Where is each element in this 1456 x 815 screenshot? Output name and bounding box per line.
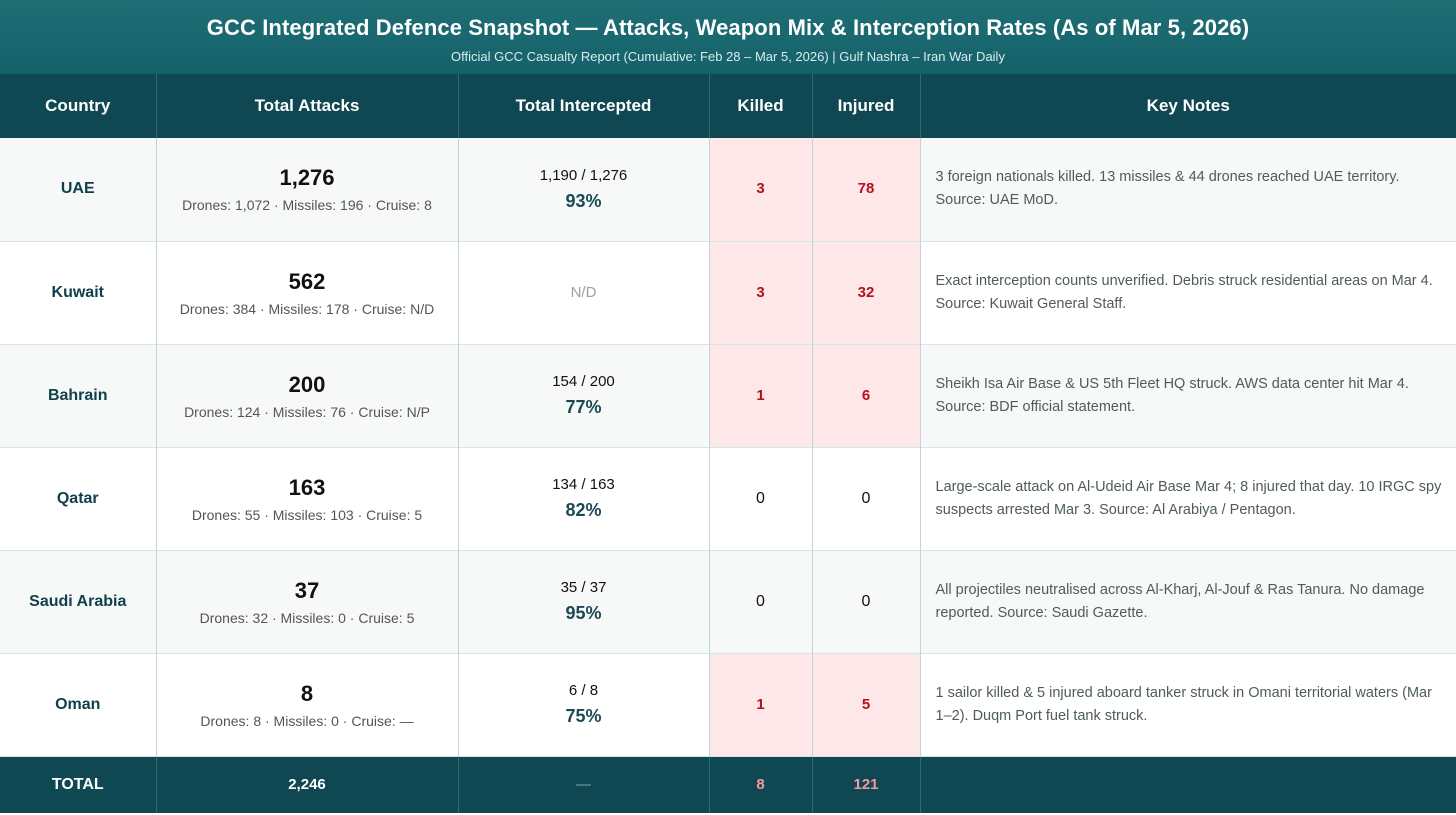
- intercepted-cell: [458, 653, 709, 756]
- column-header-key-notes: Key Notes: [920, 74, 1456, 138]
- killed-value: 0: [756, 489, 765, 507]
- key-notes-cell: Exact interception counts unverified. Debris struck residential areas on Mar 4. Source: Kuwait General Staff.: [920, 241, 1456, 344]
- page-title: GCC Integrated Defence Snapshot — Attacks, Weapon Mix & Interception Rates (As of Mar 5, 2026): [206, 15, 1250, 40]
- total-killed: 8: [709, 756, 812, 813]
- injured-value: 0: [861, 592, 871, 610]
- killed-value: 3: [756, 283, 765, 301]
- page-subtitle: Official GCC Casualty Report (Cumulative: Feb 28 – Mar 5, 2026) | Gulf Nashra – Iran War Daily: [451, 49, 1005, 64]
- total-label: TOTAL: [51, 775, 104, 793]
- country-cell: Oman: [55, 695, 101, 713]
- interception-rate: 77%: [565, 397, 602, 417]
- key-notes-cell: Large-scale attack on Al-Udeid Air Base Mar 4; 8 injured that day. 10 IRGC spy suspects arrested Mar 3. Source: Al Arabiya / Pentagon.: [920, 447, 1456, 550]
- attacks-total: 200: [288, 371, 326, 397]
- attacks-cell: [156, 344, 458, 447]
- killed-cell: [709, 241, 812, 344]
- intercepted-ratio: 134 / 163: [552, 476, 615, 493]
- attacks-total: 1,276: [279, 165, 335, 191]
- intercepted-ratio: 1,190 / 1,276: [539, 166, 628, 184]
- attacks-total: 37: [294, 577, 320, 603]
- intercepted-cell: [458, 138, 709, 241]
- attacks-total: 163: [288, 474, 326, 500]
- injured-cell: [812, 241, 920, 344]
- interception-rate: 82%: [565, 500, 602, 520]
- killed-value: 1: [756, 695, 765, 713]
- column-header-country: Country: [45, 96, 111, 115]
- weapon-mix: Drones: 124 · Missiles: 76 · Cruise: N/P: [184, 403, 430, 420]
- table-row: [0, 550, 1456, 653]
- intercepted-cell: [458, 550, 709, 653]
- country-cell: Qatar: [56, 489, 99, 507]
- weapon-mix: Drones: 55 · Missiles: 103 · Cruise: 5: [191, 506, 423, 523]
- country-cell: Kuwait: [51, 283, 104, 301]
- table-row: [0, 653, 1456, 756]
- column-header-injured: Injured: [812, 74, 920, 138]
- attacks-cell: [156, 241, 458, 344]
- report-header: [0, 0, 1456, 74]
- column-header-total-intercepted: Total Intercepted: [458, 74, 709, 138]
- total-row: [0, 756, 1456, 813]
- injured-value: 78: [857, 180, 875, 198]
- intercepted-ratio: 35 / 37: [560, 579, 607, 596]
- total-notes: [920, 756, 1456, 813]
- country-cell: UAE: [60, 180, 95, 198]
- killed-cell: [709, 344, 812, 447]
- killed-value: 3: [756, 180, 765, 198]
- intercepted-ratio: 154 / 200: [552, 373, 615, 390]
- weapon-mix: Drones: 8 · Missiles: 0 · Cruise: —: [200, 712, 414, 729]
- injured-cell: [812, 447, 920, 550]
- intercepted-cell: [458, 344, 709, 447]
- total-intercepted: —: [458, 756, 709, 813]
- injured-value: 32: [857, 283, 875, 301]
- total-injured: 121: [812, 756, 920, 813]
- defence-table: [0, 74, 1456, 813]
- injured-cell: [812, 550, 920, 653]
- attacks-cell: [156, 447, 458, 550]
- attacks-total: 8: [300, 680, 314, 706]
- injured-value: 0: [861, 489, 871, 507]
- killed-cell: [709, 447, 812, 550]
- table-header-row: [0, 74, 1456, 138]
- killed-cell: [709, 550, 812, 653]
- weapon-mix: Drones: 32 · Missiles: 0 · Cruise: 5: [199, 609, 415, 626]
- killed-cell: [709, 138, 812, 241]
- weapon-mix: Drones: 1,072 · Missiles: 196 · Cruise: 8: [182, 197, 432, 214]
- key-notes-cell: 3 foreign nationals killed. 13 missiles & 44 drones reached UAE territory. Source: UAE MoD.: [920, 138, 1456, 241]
- column-header-killed: Killed: [709, 74, 812, 138]
- interception-rate: 75%: [565, 706, 602, 726]
- intercepted-cell: [458, 447, 709, 550]
- injured-cell: [812, 344, 920, 447]
- column-header-total-attacks: Total Attacks: [156, 74, 458, 138]
- intercepted-cell: [458, 241, 709, 344]
- killed-value: 1: [756, 386, 765, 404]
- country-cell: Bahrain: [47, 386, 108, 404]
- attacks-cell: [156, 550, 458, 653]
- injured-value: 6: [861, 386, 871, 404]
- attacks-total: 562: [288, 268, 326, 294]
- table-row: [0, 241, 1456, 344]
- weapon-mix: Drones: 384 · Missiles: 178 · Cruise: N/D: [179, 300, 435, 317]
- table-row: [0, 344, 1456, 447]
- interception-rate: 93%: [565, 190, 602, 211]
- injured-value: 5: [861, 695, 871, 713]
- attacks-cell: [156, 653, 458, 756]
- key-notes-cell: 1 sailor killed & 5 injured aboard tanker struck in Omani territorial waters (Mar 1–2). Duqm Port fuel tank struck.: [920, 653, 1456, 756]
- country-cell: Saudi Arabia: [29, 592, 127, 610]
- injured-cell: [812, 138, 920, 241]
- intercepted-not-disclosed: N/D: [570, 283, 597, 301]
- killed-value: 0: [756, 592, 765, 610]
- injured-cell: [812, 653, 920, 756]
- key-notes-cell: Sheikh Isa Air Base & US 5th Fleet HQ struck. AWS data center hit Mar 4. Source: BDF official statement.: [920, 344, 1456, 447]
- attacks-cell: [156, 138, 458, 241]
- table-row: [0, 138, 1456, 241]
- intercepted-ratio: 6 / 8: [568, 682, 599, 699]
- table-row: [0, 447, 1456, 550]
- key-notes-cell: All projectiles neutralised across Al-Kharj, Al-Jouf & Ras Tanura. No damage reported. Source: Saudi Gazette.: [920, 550, 1456, 653]
- interception-rate: 95%: [565, 603, 602, 623]
- killed-cell: [709, 653, 812, 756]
- total-attacks: 2,246: [156, 756, 458, 813]
